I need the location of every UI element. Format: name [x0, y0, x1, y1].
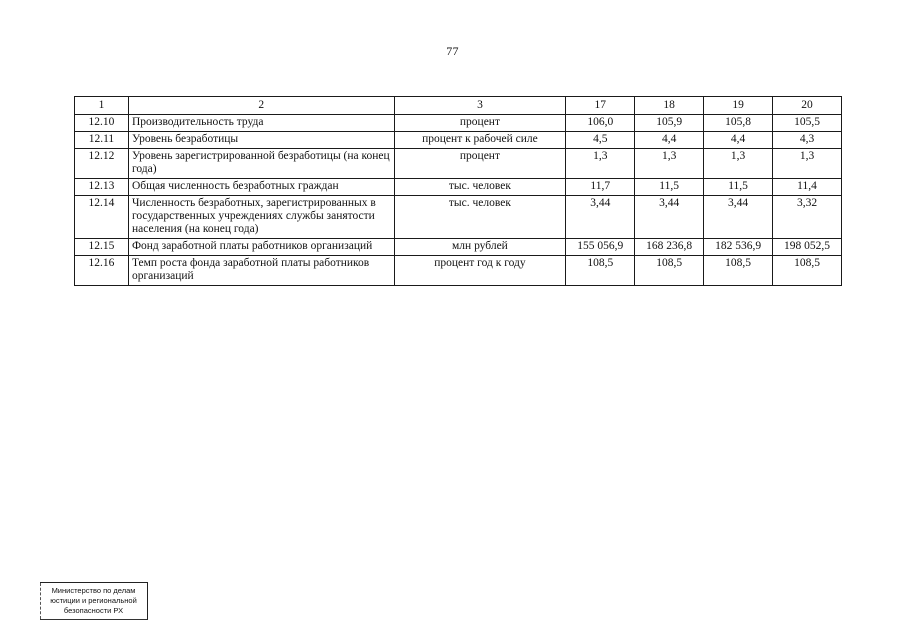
header-cell: 17 [566, 97, 635, 115]
table-header-row [75, 97, 842, 115]
value-cell: 3,44 [704, 196, 773, 239]
row-number: 12.14 [75, 196, 129, 239]
indicator-name: Численность безработных, зарегистрированных в государственных учреждениях службы занятости населения (на конец года) [128, 196, 394, 239]
header-cell: 2 [128, 97, 394, 115]
row-number: 12.13 [75, 179, 129, 196]
header-cell: 20 [773, 97, 842, 115]
table-row [75, 239, 842, 256]
indicator-name: Уровень безработицы [128, 132, 394, 149]
header-cell: 19 [704, 97, 773, 115]
stamp-line: Министерство по делам [51, 586, 136, 595]
row-number: 12.15 [75, 239, 129, 256]
ministry-stamp [40, 582, 148, 620]
value-cell: 4,3 [773, 132, 842, 149]
unit: процент к рабочей силе [394, 132, 566, 149]
table-row [75, 132, 842, 149]
value-cell: 155 056,9 [566, 239, 635, 256]
header-cell: 18 [635, 97, 704, 115]
value-cell: 11,5 [635, 179, 704, 196]
value-cell: 3,32 [773, 196, 842, 239]
page-number: 77 [446, 44, 459, 58]
unit: тыс. человек [394, 179, 566, 196]
value-cell: 182 536,9 [704, 239, 773, 256]
value-cell: 11,5 [704, 179, 773, 196]
row-number: 12.12 [75, 149, 129, 179]
value-cell: 198 052,5 [773, 239, 842, 256]
value-cell: 105,9 [635, 115, 704, 132]
row-number: 12.11 [75, 132, 129, 149]
unit: млн рублей [394, 239, 566, 256]
value-cell: 105,8 [704, 115, 773, 132]
value-cell: 106,0 [566, 115, 635, 132]
value-cell: 4,5 [566, 132, 635, 149]
indicator-name: Общая численность безработных граждан [128, 179, 394, 196]
stamp-line: безопасности РХ [63, 606, 124, 615]
row-number: 12.10 [75, 115, 129, 132]
value-cell: 4,4 [635, 132, 704, 149]
stamp-line: юстиции и региональной [50, 596, 137, 605]
value-cell: 3,44 [566, 196, 635, 239]
value-cell: 1,3 [566, 149, 635, 179]
indicator-name: Темп роста фонда заработной платы работников организаций [128, 256, 394, 286]
value-cell: 108,5 [566, 256, 635, 286]
value-cell: 4,4 [704, 132, 773, 149]
table-row [75, 179, 842, 196]
value-cell: 1,3 [773, 149, 842, 179]
header-cell: 1 [75, 97, 129, 115]
unit: процент [394, 149, 566, 179]
unit: процент [394, 115, 566, 132]
unit: процент год к году [394, 256, 566, 286]
indicators-table [74, 96, 842, 286]
table-row [75, 149, 842, 179]
value-cell: 108,5 [635, 256, 704, 286]
value-cell: 11,7 [566, 179, 635, 196]
indicator-name: Производительность труда [128, 115, 394, 132]
row-number: 12.16 [75, 256, 129, 286]
indicator-name: Фонд заработной платы работников организаций [128, 239, 394, 256]
table-row [75, 115, 842, 132]
value-cell: 108,5 [773, 256, 842, 286]
value-cell: 105,5 [773, 115, 842, 132]
stamp-border [40, 583, 41, 619]
value-cell: 1,3 [704, 149, 773, 179]
value-cell: 168 236,8 [635, 239, 704, 256]
header-cell: 3 [394, 97, 566, 115]
value-cell: 1,3 [635, 149, 704, 179]
unit: тыс. человек [394, 196, 566, 239]
value-cell: 108,5 [704, 256, 773, 286]
indicator-name: Уровень зарегистрированной безработицы (на конец года) [128, 149, 394, 179]
value-cell: 3,44 [635, 196, 704, 239]
value-cell: 11,4 [773, 179, 842, 196]
table-row [75, 196, 842, 239]
table-row [75, 256, 842, 286]
